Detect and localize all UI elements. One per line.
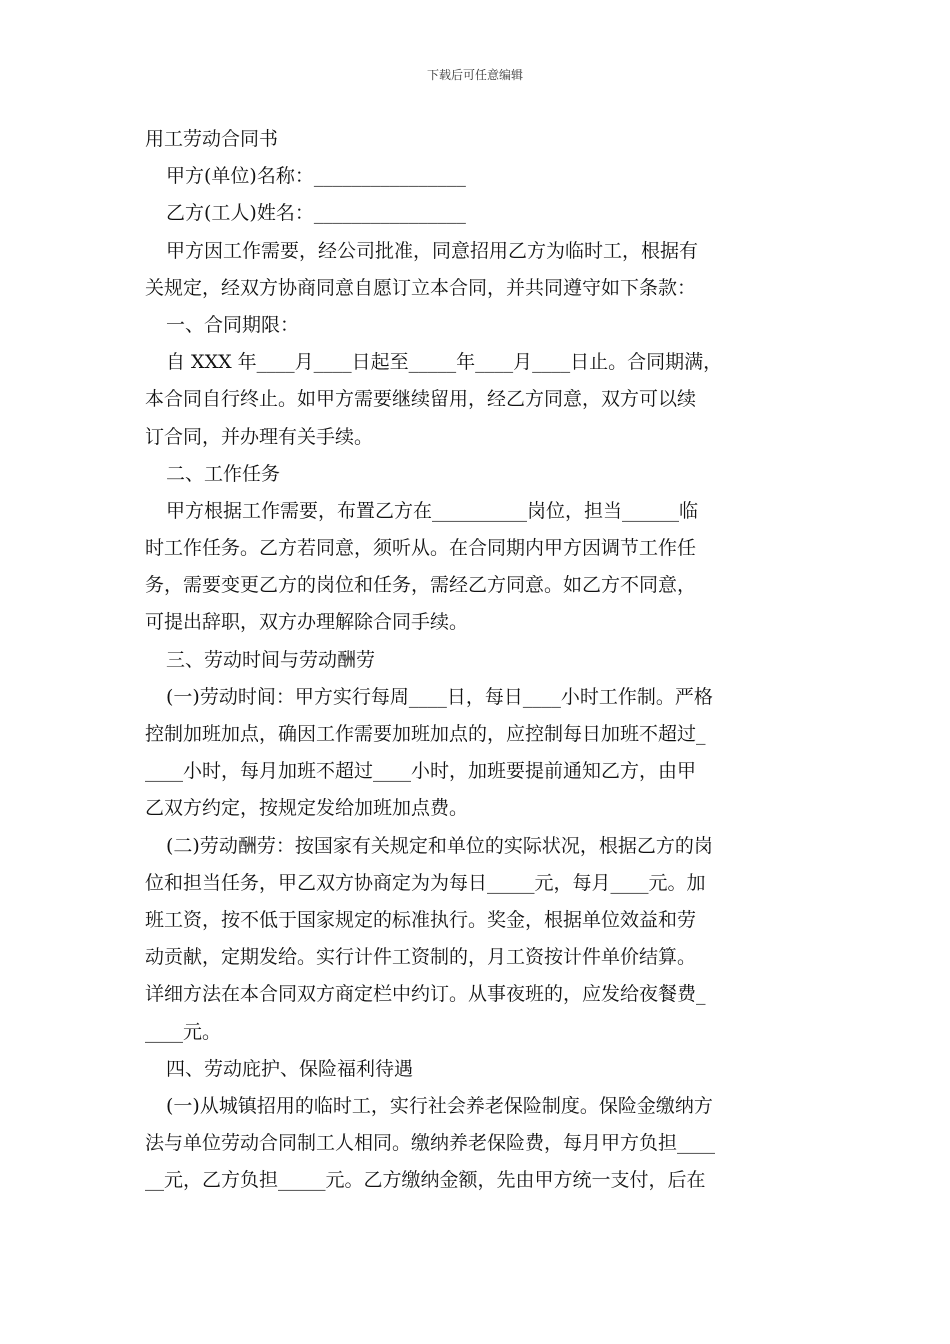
paragraph-line: 乙双方约定，按规定发给加班加点费。 [145,797,469,820]
paragraph-line: ____元。 [145,1020,222,1043]
paragraph-line: (二)劳动酬劳：按国家有关规定和单位的实际状况，根据乙方的岗 [166,834,713,857]
paragraph-line: 甲方因工作需要，经公司批准，同意招用乙方为临时工，根据有 [166,239,699,262]
paragraph-line: (一)从城镇招用的临时工，实行社会养老保险制度。保险金缴纳方 [166,1094,713,1117]
paragraph-line: 动贡献，定期发给。实行计件工资制的，月工资按计件单价结算。 [145,946,697,969]
paragraph-line: 位和担当任务，甲乙双方协商定为为每日_____元，每月____元。加 [145,871,706,894]
page-header-note: 下载后可任意编辑 [426,68,523,82]
paragraph-line: 班工资，按不低于国家规定的标准执行。奖金，根据单位效益和劳 [145,908,697,931]
paragraph-line: 详细方法在本合同双方商定栏中约订。从事夜班的，应发给夜餐费_ [145,983,706,1006]
paragraph-line: 时工作任务。乙方若同意，须听从。在合同期内甲方因调节工作任 [145,537,697,560]
section-heading: 三、劳动时间与劳动酬劳 [166,648,376,671]
paragraph-line: __元，乙方负担_____元。乙方缴纳金额，先由甲方统一支付，后在 [145,1169,706,1192]
party-b-name-line: 乙方(工人)姓名：________________ [166,202,466,225]
paragraph-line: 关规定，经双方协商同意自愿订立本合同，并共同遵守如下条款： [145,276,697,299]
section-heading: 四、劳动庇护、保险福利待遇 [166,1057,414,1080]
document-title: 用工劳动合同书 [145,128,279,150]
paragraph-line: 法与单位劳动合同制工人相同。缴纳养老保险费，每月甲方负担____ [145,1132,716,1155]
paragraph-line: ____小时，每月加班不超过____小时，加班要提前通知乙方，由甲 [145,760,697,783]
contract-body [145,121,813,1199]
paragraph-line: 甲方根据工作需要，布置乙方在__________岗位，担当______临 [166,499,699,522]
party-a-name-line: 甲方(单位)名称：________________ [166,165,466,188]
paragraph-line: 可提出辞职，双方办理解除合同手续。 [145,611,469,634]
paragraph-line: 控制加班加点，确因工作需要加班加点的，应控制每日加班不超过_ [145,723,706,745]
paragraph-line: 本合同自行终止。如甲方需要继续留用，经乙方同意，双方可以续 [145,388,697,411]
paragraph-line: 自 XXX 年____月____日起至_____年____月____日止。合同期满， [166,351,723,374]
paragraph-line: (一)劳动时间：甲方实行每周____日，每日____小时工作制。严格 [166,685,713,708]
paragraph-line: 订合同，并办理有关手续。 [145,425,374,448]
section-heading: 二、工作任务 [166,462,281,485]
section-heading: 一、合同期限： [166,313,300,336]
paragraph-line: 务，需要变更乙方的岗位和任务，需经乙方同意。如乙方不同意， [145,574,697,597]
